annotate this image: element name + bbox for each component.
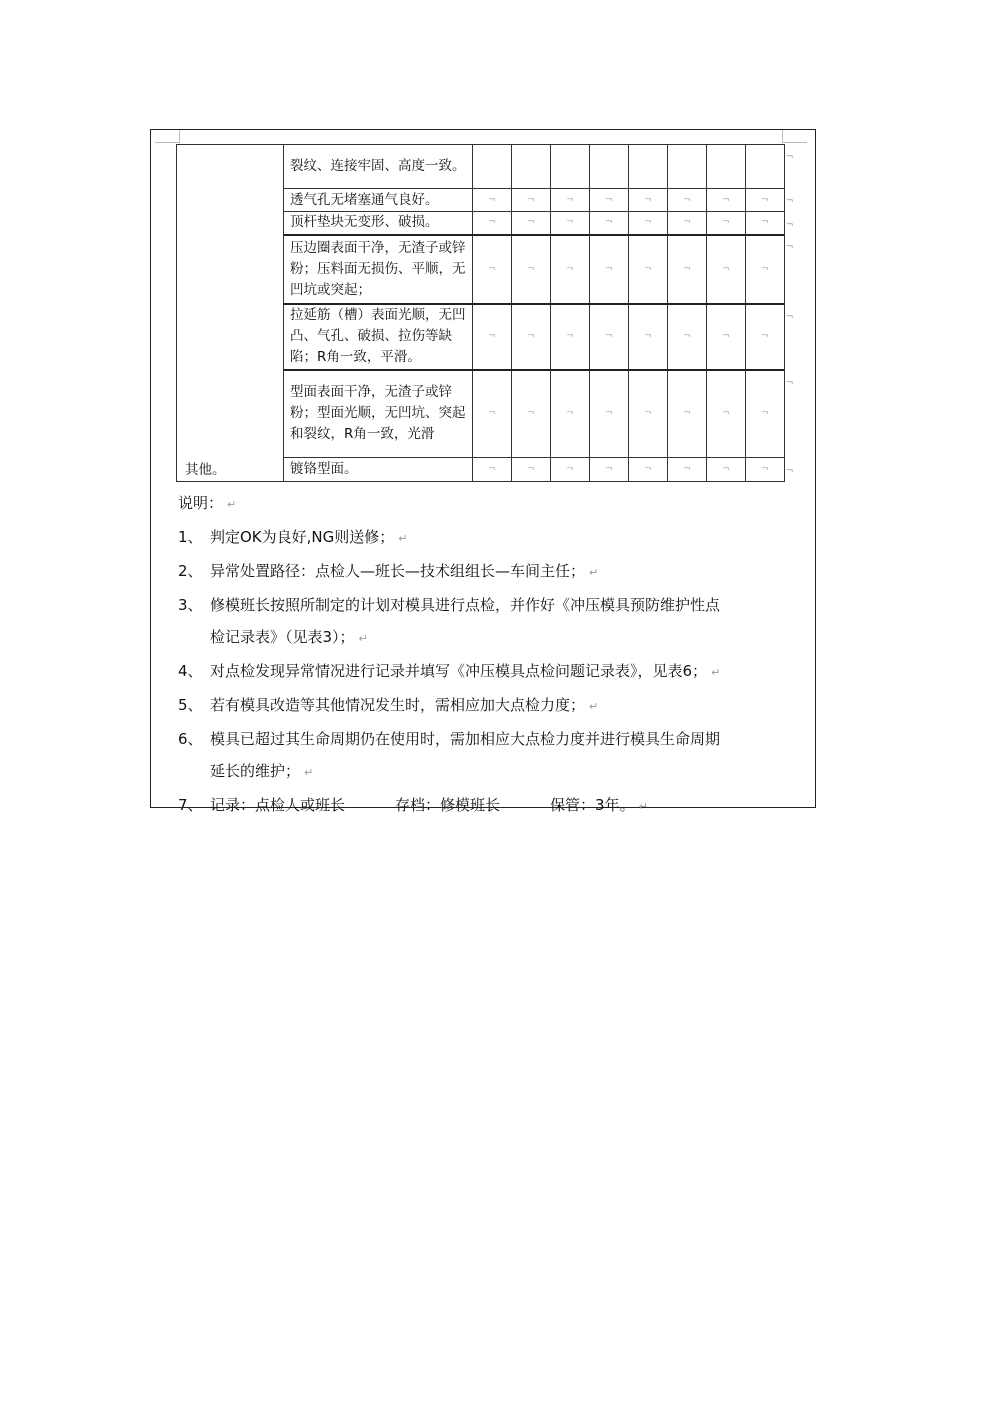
row-end-mark: ¬ xyxy=(786,378,794,388)
row-end-mark: ¬ xyxy=(786,196,794,206)
check-cell[interactable]: ¬ xyxy=(629,235,668,304)
row-end-mark: ¬ xyxy=(786,152,794,162)
note-continuation: 延长的维护； ↵ xyxy=(210,762,314,780)
check-cell[interactable] xyxy=(473,145,512,189)
check-cell[interactable]: ¬ xyxy=(512,235,551,304)
check-cell[interactable]: ¬ xyxy=(668,189,707,212)
check-cell[interactable]: ¬ xyxy=(668,304,707,370)
check-cell[interactable]: ¬ xyxy=(629,189,668,212)
check-cell[interactable]: ¬ xyxy=(629,304,668,370)
note-number: 1、 xyxy=(178,528,203,546)
check-cell[interactable]: ¬ xyxy=(746,189,785,212)
check-cell[interactable]: ¬ xyxy=(707,304,746,370)
check-cell[interactable]: ¬ xyxy=(473,370,512,458)
check-cell[interactable]: ¬ xyxy=(746,458,785,482)
row-end-mark: ¬ xyxy=(786,220,794,230)
check-cell[interactable]: ¬ xyxy=(707,235,746,304)
check-cell[interactable]: ¬ xyxy=(551,458,590,482)
note-text: 模具已超过其生命周期仍在使用时，需加相应大点检力度并进行模具生命周期 xyxy=(210,730,721,748)
row-end-mark: ¬ xyxy=(786,242,794,252)
note-text: 异常处置路径：点检人—班长—技术组组长—车间主任； xyxy=(210,562,586,580)
check-cell[interactable] xyxy=(551,145,590,189)
row-end-mark: ¬ xyxy=(786,466,794,476)
item-cell: 顶杆垫块无变形、破损。 xyxy=(284,212,473,235)
check-cell[interactable]: ¬ xyxy=(551,304,590,370)
check-cell[interactable]: ¬ xyxy=(473,212,512,235)
category-cell: 其他。 xyxy=(177,458,284,482)
check-cell[interactable]: ¬ xyxy=(668,212,707,235)
check-cell[interactable]: ¬ xyxy=(473,458,512,482)
note-item: 1、 判定OK为良好,NG则送修； ↵ xyxy=(178,521,798,555)
check-cell[interactable]: ¬ xyxy=(590,458,629,482)
note-number: 7、 xyxy=(178,796,203,814)
check-cell[interactable]: ¬ xyxy=(668,235,707,304)
note-item: 5、 若有模具改造等其他情况发生时，需相应加大点检力度； ↵ xyxy=(178,689,798,723)
note-number: 4、 xyxy=(178,662,203,680)
corner-mark-left xyxy=(155,130,180,143)
check-cell[interactable] xyxy=(512,145,551,189)
check-cell[interactable]: ¬ xyxy=(590,212,629,235)
check-cell[interactable]: ¬ xyxy=(629,370,668,458)
check-cell[interactable]: ¬ xyxy=(668,458,707,482)
note-number: 2、 xyxy=(178,562,203,580)
check-cell[interactable]: ¬ xyxy=(551,235,590,304)
check-cell[interactable]: ¬ xyxy=(551,212,590,235)
note-item: 4、 对点检发现异常情况进行记录并填写《冲压模具点检问题记录表》，见表6； ↵ xyxy=(178,655,798,689)
check-cell[interactable]: ¬ xyxy=(473,235,512,304)
note-number: 3、 xyxy=(178,596,203,614)
check-cell[interactable]: ¬ xyxy=(746,212,785,235)
row-end-mark: ¬ xyxy=(786,312,794,322)
check-cell[interactable]: ¬ xyxy=(590,304,629,370)
check-cell[interactable]: ¬ xyxy=(590,370,629,458)
check-cell[interactable]: ¬ xyxy=(629,212,668,235)
item-cell: 型面表面干净，无渣子或锌粉；型面光顺，无凹坑、突起和裂纹，R角一致，光滑 xyxy=(284,370,473,458)
note-item: 2、 异常处置路径：点检人—班长—技术组组长—车间主任； ↵ xyxy=(178,555,798,589)
item-cell: 裂纹、连接牢固、高度一致。 xyxy=(284,145,473,189)
check-cell[interactable] xyxy=(707,145,746,189)
note-number: 5、 xyxy=(178,696,203,714)
check-cell[interactable]: ¬ xyxy=(473,304,512,370)
check-cell[interactable]: ¬ xyxy=(707,370,746,458)
notes-section xyxy=(178,487,798,823)
item-cell: 透气孔无堵塞通气良好。 xyxy=(284,189,473,212)
check-cell[interactable]: ¬ xyxy=(512,189,551,212)
check-cell[interactable]: ¬ xyxy=(668,370,707,458)
item-cell: 镀铬型面。 xyxy=(284,458,473,482)
check-cell[interactable]: ¬ xyxy=(746,370,785,458)
archive-owner: 存档：修模班长 xyxy=(395,796,501,814)
check-cell[interactable] xyxy=(590,145,629,189)
note-text: 修模班长按照所制定的计划对模具进行点检，并作好《冲压模具预防维护性点 xyxy=(210,596,721,614)
check-cell[interactable]: ¬ xyxy=(473,189,512,212)
retention-period: 保管：3年。 xyxy=(550,796,635,814)
notes-heading: 说明： ↵ xyxy=(178,494,237,512)
check-cell[interactable] xyxy=(746,145,785,189)
check-cell[interactable]: ¬ xyxy=(746,304,785,370)
note-continuation: 检记录表》（见表3）； ↵ xyxy=(210,628,368,646)
check-cell[interactable]: ¬ xyxy=(590,235,629,304)
note-text: 对点检发现异常情况进行记录并填写《冲压模具点检问题记录表》，见表6； xyxy=(210,662,708,680)
check-cell[interactable]: ¬ xyxy=(746,235,785,304)
check-cell[interactable] xyxy=(668,145,707,189)
item-cell: 压边圈表面干净，无渣子或锌粉；压料面无损伤、平顺，无凹坑或突起； xyxy=(284,235,473,304)
check-cell[interactable]: ¬ xyxy=(512,370,551,458)
note-text: 判定OK为良好,NG则送修； xyxy=(210,528,395,546)
check-cell[interactable]: ¬ xyxy=(512,212,551,235)
check-cell[interactable]: ¬ xyxy=(707,458,746,482)
table-row xyxy=(177,145,785,189)
check-cell[interactable]: ¬ xyxy=(551,370,590,458)
record-owner: 记录：点检人或班长 xyxy=(210,796,346,814)
note-text: 若有模具改造等其他情况发生时，需相应加大点检力度； xyxy=(210,696,586,714)
table-row xyxy=(177,458,785,482)
item-cell: 拉延筋（槽）表面光顺，无凹凸、气孔、破损、拉伤等缺陷；R角一致，平滑。 xyxy=(284,304,473,370)
corner-mark-right xyxy=(782,130,807,143)
category-cell xyxy=(177,145,284,458)
check-cell[interactable]: ¬ xyxy=(707,212,746,235)
note-number: 6、 xyxy=(178,730,203,748)
check-cell[interactable]: ¬ xyxy=(629,458,668,482)
check-cell[interactable]: ¬ xyxy=(590,189,629,212)
note-item xyxy=(178,589,798,621)
note-item: 7、 记录：点检人或班长 存档：修模班长 保管：3年。 ↵ xyxy=(178,789,798,823)
check-cell[interactable]: ¬ xyxy=(512,458,551,482)
inspection-table xyxy=(176,144,785,482)
check-cell[interactable] xyxy=(629,145,668,189)
check-cell[interactable]: ¬ xyxy=(707,189,746,212)
check-cell[interactable]: ¬ xyxy=(512,304,551,370)
note-item xyxy=(178,723,798,755)
check-cell[interactable]: ¬ xyxy=(551,189,590,212)
